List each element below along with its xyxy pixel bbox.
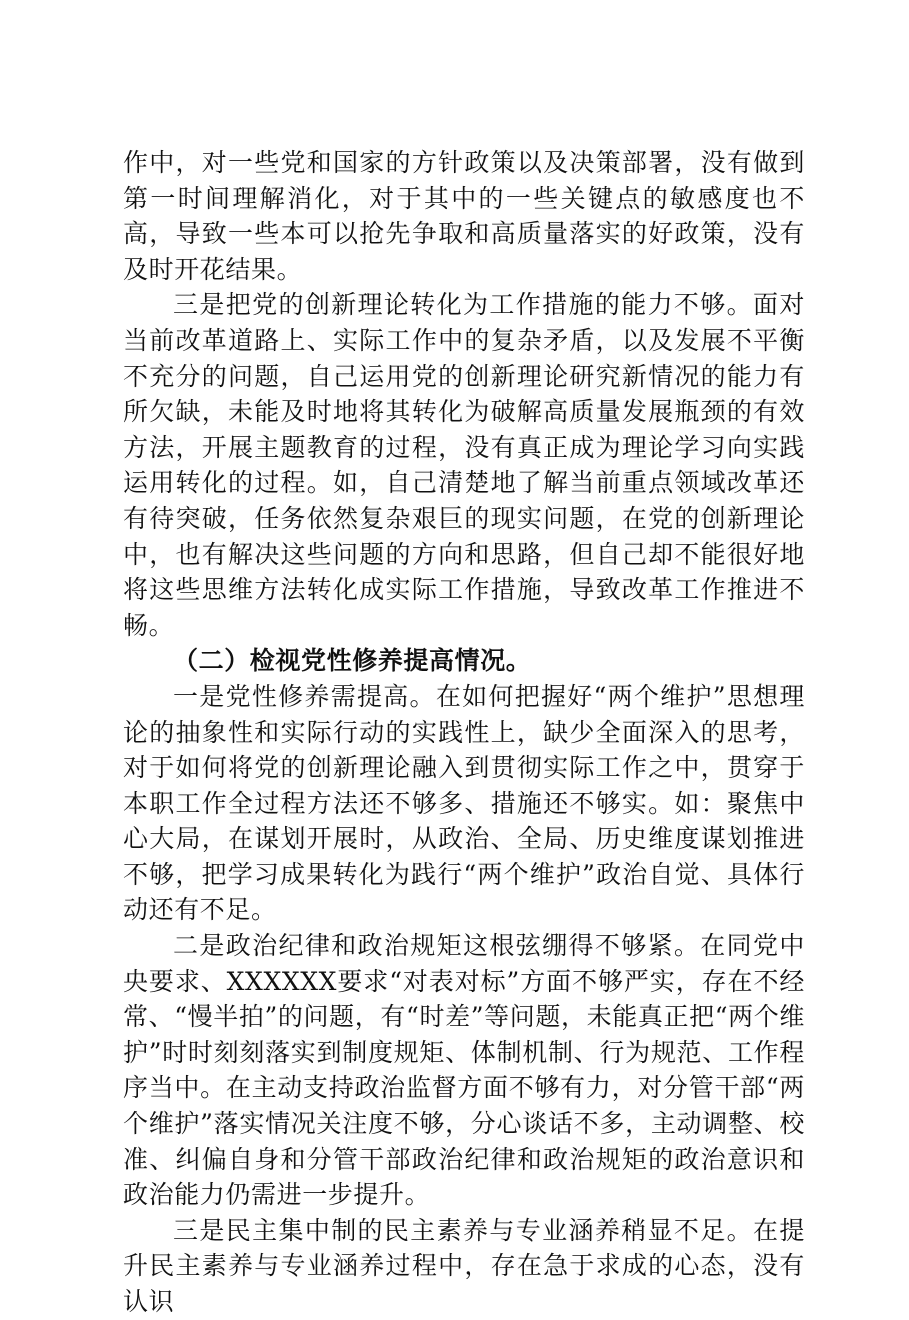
paragraph-political-discipline: 二是政治纪律和政治规矩这根弦绷得不够紧。在同党中央要求、XXXXXX要求“对表对标”方面不够严实，存在不经常、“慢半拍”的问题，有“时差”等问题，未能真正把“两个维护”时时刻刻落实到制度规矩、体制机制、行为规范、工作程序当中。在主动支持政治监督方面不够有力，对分管干部“两个维护”落实情况关注度不够，分心谈话不多，主动调整、校准、纠偏自身和分管干部政治纪律和政治规矩的政治意识和政治能力仍需进一步提升。	[123, 931, 805, 1210]
section-heading: （二）检视党性修养提高情况。	[173, 646, 532, 676]
paragraph-democratic-centralism: 三是民主集中制的民主素养与专业涵养稍显不足。在提升民主素养与专业涵养过程中，存在急于求成的心态，没有认识	[123, 1215, 805, 1316]
paragraph-party-cultivation: 一是党性修养需提高。在如何把握好“两个维护”思想理论的抽象性和实际行动的实践性上，缺少全面深入的思考，对于如何将党的创新理论融入到贯彻实际工作之中，贯穿于本职工作全过程方法还不够多、措施还不够实。如：聚焦中心大局，在谋划开展时，从政治、全局、历史维度谋划推进不够，把学习成果转化为践行“两个维护”政治自觉、具体行动还有不足。	[123, 681, 805, 925]
document-body	[123, 145, 805, 1320]
paragraph-innovation-theory: 三是把党的创新理论转化为工作措施的能力不够。面对当前改革道路上、实际工作中的复杂矛盾，以及发展不平衡不充分的问题，自己运用党的创新理论研究新情况的能力有所欠缺，未能及时地将其转化为破解高质量发展瓶颈的有效方法，开展主题教育的过程，没有真正成为理论学习向实践运用转化的过程。如，自己清楚地了解当前重点领域改革还有待突破，任务依然复杂艰巨的现实问题，在党的创新理论中，也有解决这些问题的方向和思路，但自己却不能很好地将这些思维方法转化成实际工作措施，导致改革工作推进不畅。	[123, 290, 805, 640]
paragraph-continuation: 作中，对一些党和国家的方针政策以及决策部署，没有做到第一时间理解消化，对于其中的一些关键点的敏感度也不高，导致一些本可以抢先争取和高质量落实的好政策，没有及时开花结果。	[123, 148, 805, 284]
